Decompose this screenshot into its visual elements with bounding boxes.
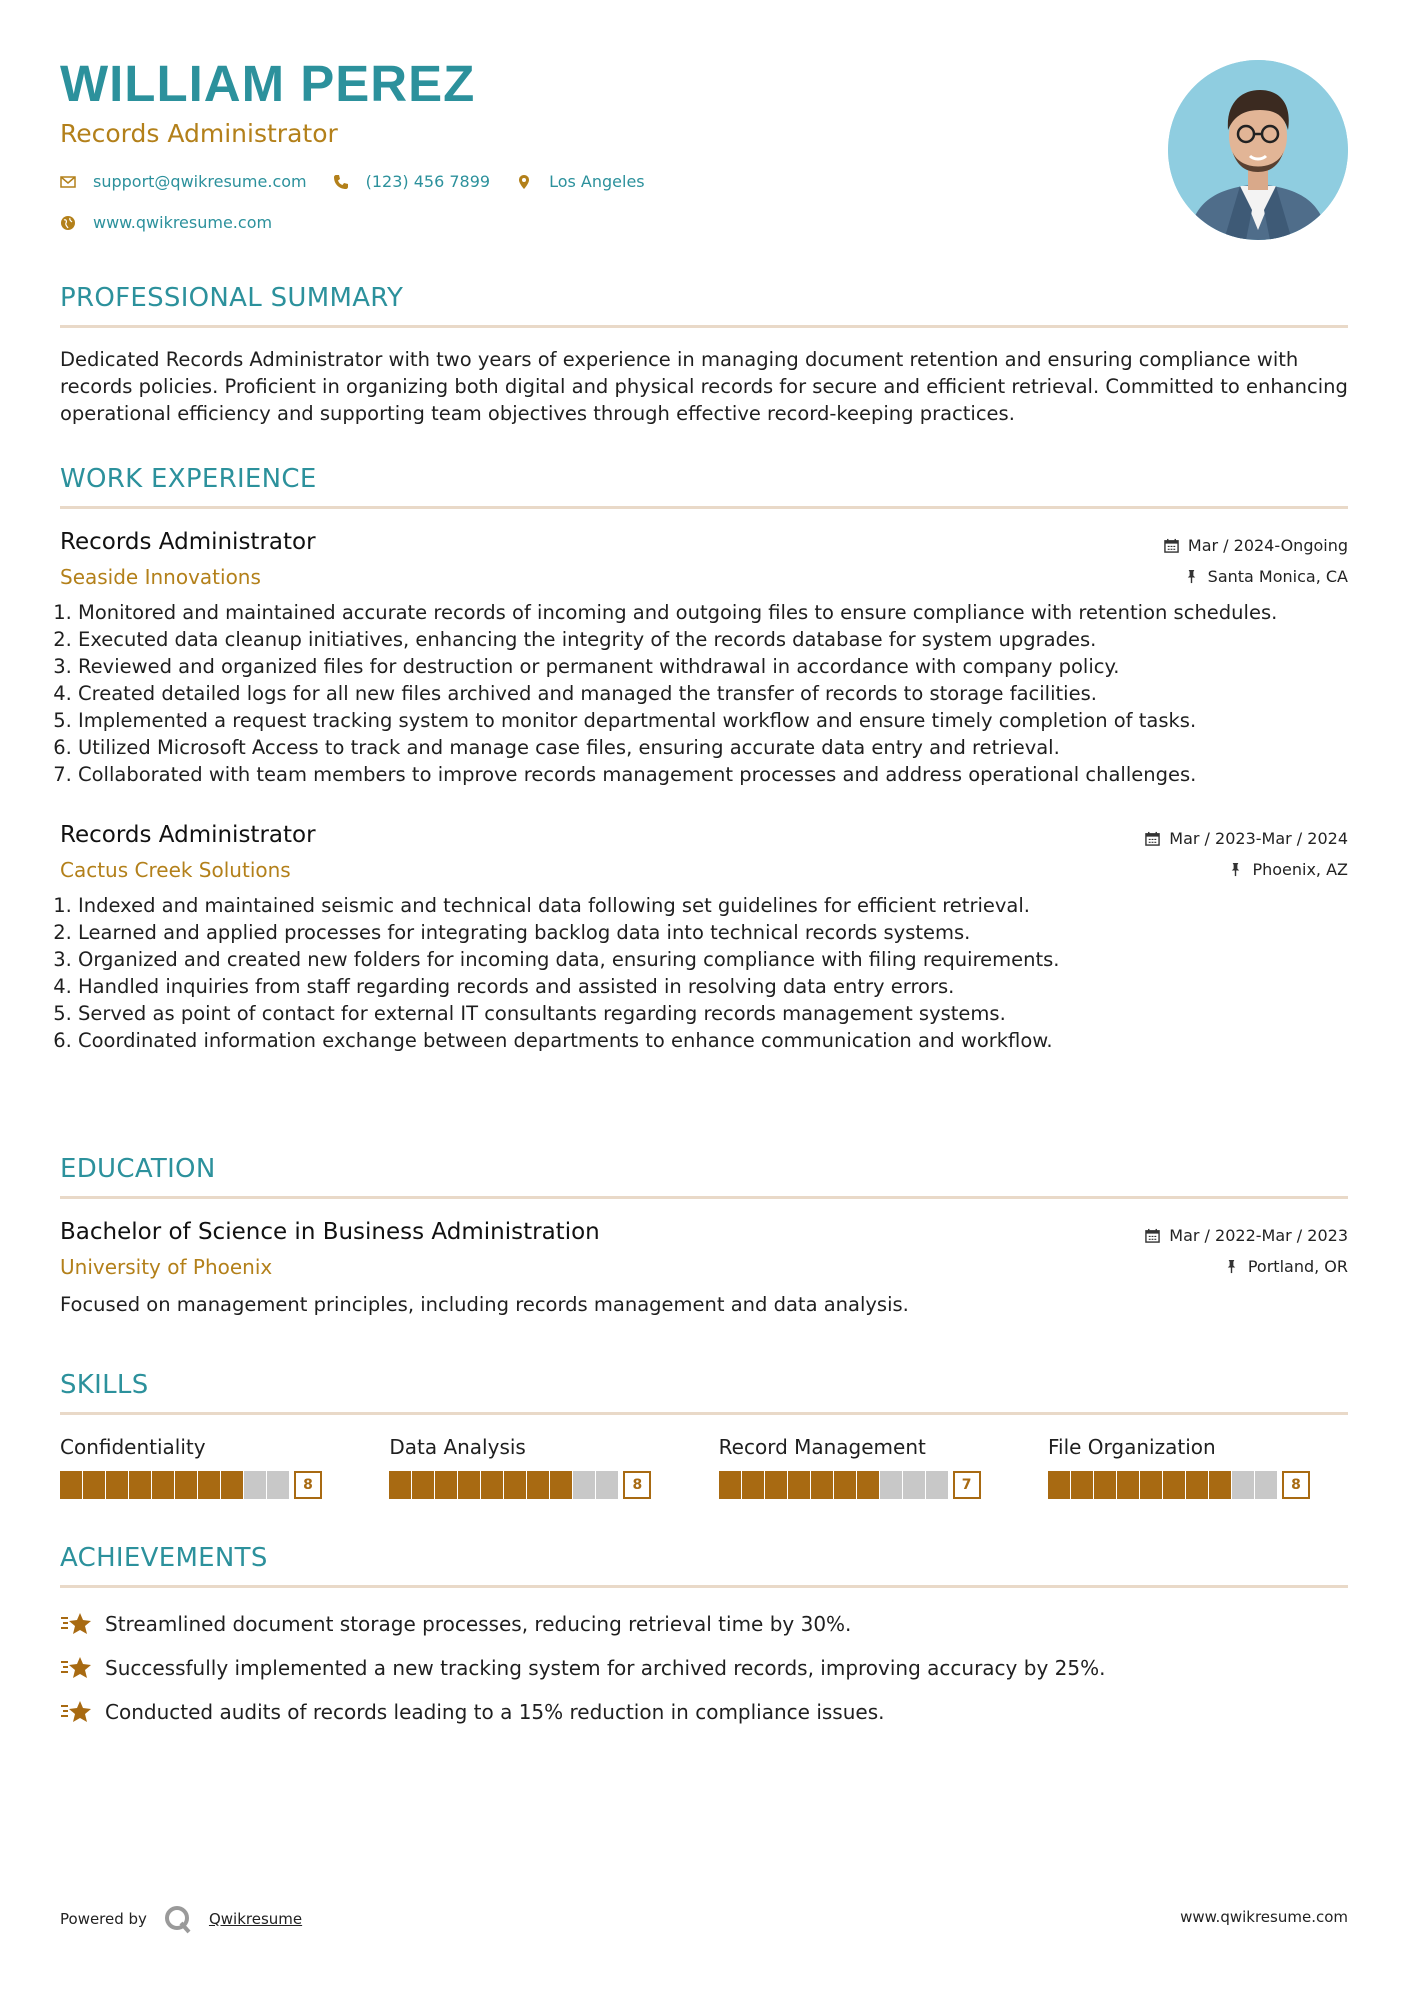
skill-bar (1048, 1471, 1348, 1499)
map-pin-icon (516, 174, 532, 190)
education-heading: EDUCATION (60, 1154, 216, 1184)
achievement-text: Streamlined document storage processes, reducing retrieval time by 30%. (105, 1612, 852, 1636)
achievement-item (60, 1602, 1348, 1646)
achievement-text: Conducted audits of records leading to a 15% reduction in compliance issues. (105, 1700, 885, 1724)
skills-heading: SKILLS (60, 1370, 149, 1400)
skill-segment-filled (742, 1471, 764, 1499)
skill-segment-filled (1071, 1471, 1093, 1499)
summary-section (60, 285, 1348, 427)
skill-segment-filled (1117, 1471, 1139, 1499)
education-dates (1145, 1226, 1348, 1245)
job-role: Records Administrator (60, 822, 316, 848)
list-item: 3. Reviewed and organized files for destruction or permanent withdrawal in accordance with company policy. (78, 653, 1348, 680)
list-item: 4. Handled inquiries from staff regarding records and assisted in resolving data entry errors. (78, 973, 1348, 1000)
list-item: 2. Learned and applied processes for integrating backlog data into technical records systems. (78, 919, 1348, 946)
list-item: 5. Implemented a request tracking system to monitor departmental workflow and ensure timely completion of tasks. (78, 707, 1348, 734)
resume-header (60, 55, 1150, 232)
achievements-list (60, 1602, 1348, 1734)
skill-segment-empty (596, 1471, 618, 1499)
job-dates-text: Mar / 2024-Ongoing (1187, 536, 1348, 555)
skill-segment-filled (106, 1471, 128, 1499)
skill-segment-filled (1048, 1471, 1070, 1499)
contact-location (516, 172, 645, 191)
job-dates (1145, 829, 1348, 848)
job-role: Records Administrator (60, 529, 316, 555)
list-item: 1. Indexed and maintained seismic and technical data following set guidelines for efficient retrieval. (78, 892, 1348, 919)
skill-segment-filled (834, 1471, 856, 1499)
skill-bar (389, 1471, 689, 1499)
skill-segment-filled (765, 1471, 787, 1499)
location-text: Los Angeles (549, 172, 645, 191)
skill-segment-empty (267, 1471, 289, 1499)
achievements-section (60, 1545, 1348, 1734)
list-item: 5. Served as point of contact for external IT consultants regarding records management systems. (78, 1000, 1348, 1027)
skill-segment-filled (504, 1471, 526, 1499)
skill-segment-filled (1163, 1471, 1185, 1499)
job-entry (60, 822, 1348, 1054)
job-location (1184, 567, 1348, 586)
skills-row (60, 1435, 1348, 1499)
skill-segment-empty (880, 1471, 902, 1499)
qwikresume-link[interactable]: Qwikresume (208, 1910, 303, 1928)
skill-score: 8 (1282, 1471, 1310, 1499)
skill-name: Record Management (718, 1435, 926, 1459)
skill-bar (719, 1471, 1019, 1499)
pushpin-icon (1184, 569, 1199, 584)
skill-segment-filled (412, 1471, 434, 1499)
education-location-text: Portland, OR (1247, 1257, 1348, 1276)
list-item: 6. Coordinated information exchange between departments to enhance communication and workflow. (78, 1027, 1348, 1054)
list-item: 2. Executed data cleanup initiatives, enhancing the integrity of the records database for system upgrades. (78, 626, 1348, 653)
skill-segment-filled (1186, 1471, 1208, 1499)
candidate-title: Records Administrator (60, 119, 338, 148)
list-item: 4. Created detailed logs for all new files archived and managed the transfer of records to storage facilities. (78, 680, 1348, 707)
school: University of Phoenix (60, 1255, 273, 1279)
calendar-icon (1164, 538, 1179, 553)
job-location-text: Phoenix, AZ (1252, 860, 1348, 879)
skill-segment-filled (788, 1471, 810, 1499)
skill-segment-filled (481, 1471, 503, 1499)
skills-section (60, 1372, 1348, 1499)
contact-email[interactable] (60, 172, 307, 191)
contact-row (60, 172, 1150, 191)
job-location-text: Santa Monica, CA (1207, 567, 1348, 586)
profile-photo-illustration (1168, 60, 1348, 240)
footer-website-link[interactable]: www.qwikresume.com (1180, 1908, 1348, 1926)
section-divider (60, 506, 1348, 509)
skill-name: Confidentiality (60, 1435, 206, 1459)
skill-segment-empty (1255, 1471, 1277, 1499)
list-item: 7. Collaborated with team members to improve records management processes and address operational challenges. (78, 761, 1348, 788)
experience-heading: WORK EXPERIENCE (60, 464, 317, 494)
globe-icon (60, 215, 76, 231)
pushpin-icon (1224, 1259, 1239, 1274)
envelope-icon (60, 174, 76, 190)
powered-by (60, 1904, 302, 1934)
skill-item (1048, 1435, 1348, 1499)
skill-segment-filled (458, 1471, 480, 1499)
skill-segment-empty (573, 1471, 595, 1499)
job-entry (60, 529, 1348, 788)
skill-segment-filled (811, 1471, 833, 1499)
skill-segment-filled (60, 1471, 82, 1499)
skill-segment-empty (903, 1471, 925, 1499)
phone-text: (123) 456 7899 (365, 172, 491, 191)
star-icon (60, 1698, 92, 1726)
education-section (60, 1156, 1348, 1318)
achievement-text: Successfully implemented a new tracking system for archived records, improving accuracy by 25%. (105, 1656, 1106, 1680)
education-location (1224, 1257, 1348, 1276)
contact-website[interactable] (60, 213, 272, 232)
job-company: Cactus Creek Solutions (60, 858, 291, 882)
star-icon (60, 1654, 92, 1682)
qwikresume-logo-icon (163, 1904, 193, 1934)
skill-score: 7 (953, 1471, 981, 1499)
skill-segment-filled (221, 1471, 243, 1499)
footer (60, 1900, 1348, 1932)
website-text: www.qwikresume.com (93, 213, 273, 232)
candidate-name: WILLIAM PEREZ (60, 55, 476, 112)
pushpin-icon (1228, 862, 1243, 877)
job-company: Seaside Innovations (60, 565, 261, 589)
skill-name: File Organization (1047, 1435, 1216, 1459)
star-icon (60, 1610, 92, 1638)
skill-segment-filled (1140, 1471, 1162, 1499)
skill-name: Data Analysis (389, 1435, 526, 1459)
skill-score: 8 (623, 1471, 651, 1499)
job-dates (1164, 536, 1348, 555)
skill-item (389, 1435, 689, 1499)
achievement-item (60, 1646, 1348, 1690)
list-item: 1. Monitored and maintained accurate records of incoming and outgoing files to ensure compliance with retention schedules. (78, 599, 1348, 626)
skill-segment-empty (244, 1471, 266, 1499)
email-text: support@qwikresume.com (93, 172, 307, 191)
education-dates-text: Mar / 2022-Mar / 2023 (1169, 1226, 1348, 1245)
contact-phone[interactable] (333, 172, 490, 191)
calendar-icon (1145, 831, 1160, 846)
skill-bar (60, 1471, 360, 1499)
skill-segment-filled (435, 1471, 457, 1499)
list-item: 3. Organized and created new folders for incoming data, ensuring compliance with filing requirements. (78, 946, 1348, 973)
skill-segment-filled (719, 1471, 741, 1499)
job-bullets (60, 599, 1348, 788)
skill-segment-filled (1094, 1471, 1116, 1499)
skill-segment-filled (1209, 1471, 1231, 1499)
skill-segment-empty (926, 1471, 948, 1499)
skill-segment-filled (83, 1471, 105, 1499)
section-divider (60, 1196, 1348, 1199)
section-divider (60, 1412, 1348, 1415)
achievements-heading: ACHIEVEMENTS (60, 1543, 268, 1573)
skill-segment-filled (550, 1471, 572, 1499)
skill-item (719, 1435, 1019, 1499)
skill-segment-filled (857, 1471, 879, 1499)
skill-segment-filled (152, 1471, 174, 1499)
skill-segment-empty (1232, 1471, 1254, 1499)
list-item: 6. Utilized Microsoft Access to track and manage case files, ensuring accurate data entry and retrieval. (78, 734, 1348, 761)
powered-by-label: Powered by (60, 1910, 147, 1928)
job-bullets (60, 892, 1348, 1054)
education-entry (60, 1219, 1348, 1318)
section-divider (60, 325, 1348, 328)
skill-segment-filled (198, 1471, 220, 1499)
skill-segment-filled (527, 1471, 549, 1499)
phone-icon (333, 174, 349, 190)
summary-heading: PROFESSIONAL SUMMARY (60, 283, 404, 313)
skill-segment-filled (129, 1471, 151, 1499)
degree: Bachelor of Science in Business Administration (60, 1219, 600, 1245)
summary-text: Dedicated Records Administrator with two years of experience in managing document retention and ensuring compliance with records policies. Proficient in organizing both digital and physical records for secure and efficient retrieval. Committed to enhancing operational efficiency and supporting team objectives through effective record-keeping practices. (60, 348, 1348, 425)
achievement-item (60, 1690, 1348, 1734)
job-location (1228, 860, 1348, 879)
skill-item (60, 1435, 360, 1499)
skill-segment-filled (389, 1471, 411, 1499)
section-divider (60, 1585, 1348, 1588)
skill-segment-filled (175, 1471, 197, 1499)
contact-row-website (60, 213, 1150, 232)
experience-section (60, 466, 1348, 1054)
job-dates-text: Mar / 2023-Mar / 2024 (1169, 829, 1348, 848)
skill-score: 8 (294, 1471, 322, 1499)
calendar-icon (1145, 1228, 1160, 1243)
profile-photo (1168, 60, 1348, 240)
education-description: Focused on management principles, including records management and data analysis. (60, 1293, 909, 1316)
